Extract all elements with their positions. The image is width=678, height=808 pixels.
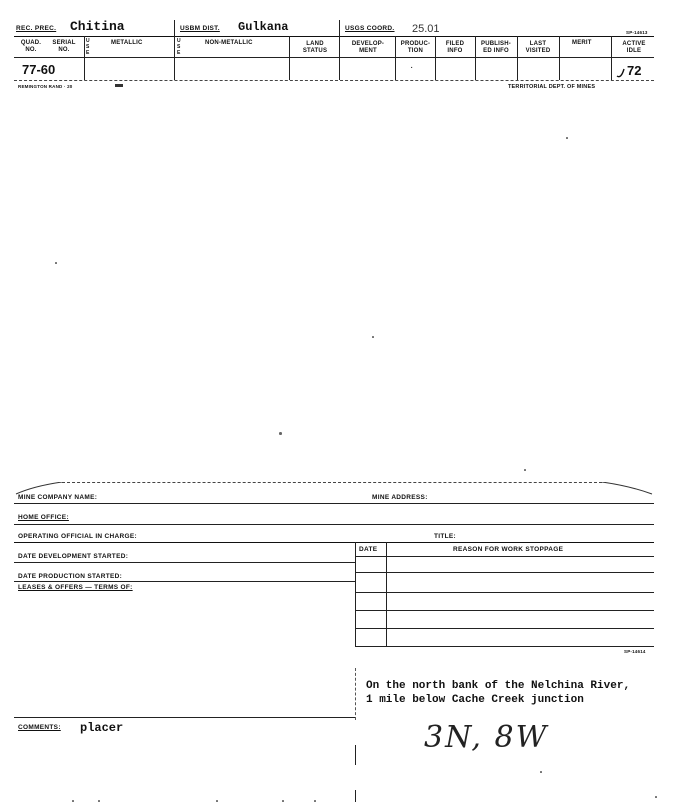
comments-value: placer [80, 721, 124, 735]
home-office-label: HOME OFFICE: [18, 514, 69, 521]
date-development-label: DATE DEVELOPMENT STARTED: [18, 553, 129, 560]
location-line-1: On the north bank of the Nelchina River, [366, 680, 631, 692]
leases-label: LEASES & OFFERS — TERMS OF: [18, 584, 133, 591]
reason-col-label: REASON FOR WORK STOPPAGE [453, 546, 564, 553]
col-use-1: USE [86, 38, 90, 56]
col-metallic: METALLIC [111, 40, 143, 46]
handwritten-location: 3N, 8W [424, 720, 549, 755]
operating-official-label: OPERATING OFFICIAL IN CHARGE: [18, 533, 137, 540]
production-mark: · [410, 62, 414, 73]
col-active-idle: ACTIVE IDLE [622, 41, 646, 54]
col-serial-no: SERIAL NO. [52, 40, 76, 53]
usgs-coord-label: USGS COORD. [345, 25, 395, 32]
col-development: DEVELOP-MENT [351, 41, 385, 54]
rec-prec-label: REC. PREC. [16, 25, 57, 32]
date-production-label: DATE PRODUCTION STARTED: [18, 573, 123, 580]
printer-mark: REMINGTON RAND · 20 [18, 84, 73, 89]
col-filed-info: FILED INFO [445, 41, 465, 54]
form-number: SP-14613 [626, 30, 648, 35]
col-land-status: LAND STATUS [302, 41, 328, 54]
dept-mark: TERRITORIAL DEPT. OF MINES [508, 84, 596, 90]
mine-company-label: MINE COMPANY NAME: [18, 494, 98, 501]
form-number-2: SP-14614 [624, 649, 646, 654]
quad-serial-value: 77-60 [22, 62, 56, 77]
usbm-dist-value: Gulkana [238, 20, 289, 34]
rec-prec-value: Chitina [70, 19, 125, 34]
col-quad-no: QUAD. NO. [20, 40, 42, 53]
col-production: PRODUC-TION [400, 41, 431, 54]
idle-checkmark-icon [616, 65, 626, 79]
col-merit: MERIT [572, 40, 592, 46]
col-last-visited: LAST VISITED [525, 41, 551, 54]
comments-label: COMMENTS: [18, 724, 61, 731]
top-rule [14, 36, 654, 37]
location-line-2: 1 mile below Cache Creek junction [366, 694, 584, 706]
usgs-coord-value: 25.01 [412, 23, 440, 35]
mine-address-label: MINE ADDRESS: [372, 494, 428, 501]
col-non-metallic: NON-METALLIC [205, 40, 253, 46]
bottom-rule [14, 80, 654, 81]
printer-logo-mark [115, 84, 123, 87]
col-use-2: USE [177, 38, 181, 56]
col-published-info: PUBLISH-ED INFO [481, 41, 511, 54]
header-rule [14, 57, 654, 58]
date-col-label: DATE [359, 546, 378, 553]
title-label: TITLE: [434, 533, 457, 540]
location-description [366, 679, 630, 707]
active-idle-value: 72 [627, 63, 642, 78]
usbm-dist-label: USBM DIST. [180, 25, 220, 32]
